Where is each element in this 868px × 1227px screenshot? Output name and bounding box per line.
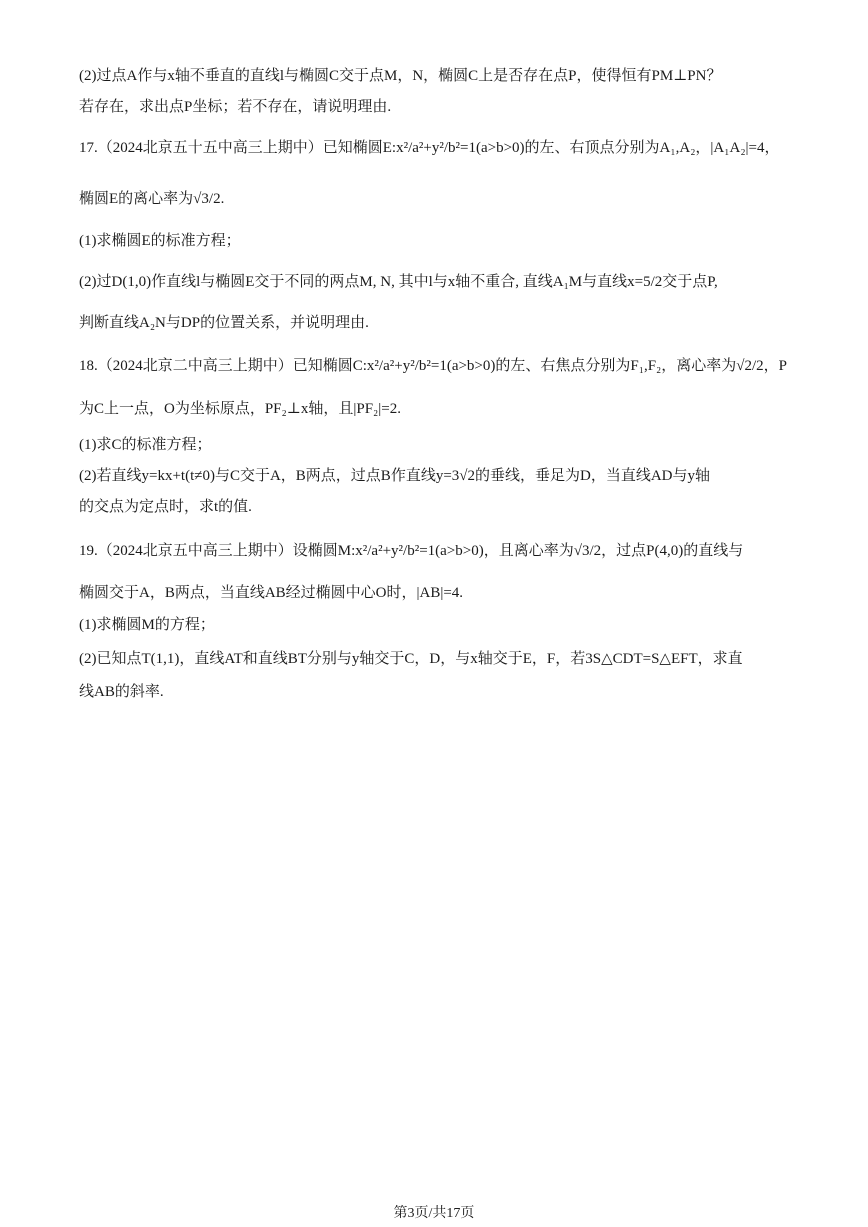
q16-part2-line2: 若存在，求出点P坐标；若不存在，请说明理由.: [79, 99, 392, 115]
q18-stem-line1: 18.（2024北京二中高三上期中）已知椭圆C:x²/a²+y²/b²=1(a>b>0)的左、右焦点分别为F₁,F₂，离心率为√2/2，P: [79, 358, 788, 374]
page-footer: 第3页/共17页: [393, 1206, 475, 1221]
q18-part2-line2: 的交点为定点时，求t的值.: [79, 499, 252, 515]
q17-part2-line2: 判断直线A₂N与DP的位置关系，并说明理由.: [79, 315, 369, 331]
q18-part1: (1)求C的标准方程；: [79, 437, 212, 453]
q17-part2-line1: (2)过D(1,0)作直线l与椭圆E交于不同的两点M, N, 其中l与x轴不重合, 直线A₁M与直线x=5/2交于点P,: [79, 274, 718, 290]
q19-part2-line2: 线AB的斜率.: [79, 684, 164, 700]
q19-stem-line2: 椭圆交于A，B两点，当直线AB经过椭圆中心O时，|AB|=4.: [79, 585, 464, 601]
q18-part2-line1: (2)若直线y=kx+t(t≠0)与C交于A，B两点，过点B作直线y=3√2的垂线，垂足为D，当直线AD与y轴: [79, 468, 711, 484]
q19-part2-line1: (2)已知点T(1,1)，直线AT和直线BT分别与y轴交于C，D，与x轴交于E，F，若3S△CDT=S△EFT，求直: [79, 651, 743, 667]
q19-part1: (1)求椭圆M的方程；: [79, 617, 215, 633]
q17-part1: (1)求椭圆E的标准方程；: [79, 233, 241, 249]
q19-stem-line1: 19.（2024北京五中高三上期中）设椭圆M:x²/a²+y²/b²=1(a>b>0)，且离心率为√3/2，过点P(4,0)的直线与: [79, 543, 744, 559]
q16-part2-line1: (2)过点A作与x轴不垂直的直线l与椭圆C交于点M，N，椭圆C上是否存在点P，使得恒有PM⊥PN？: [79, 68, 722, 84]
q17-stem-line2: 椭圆E的离心率为√3/2.: [79, 191, 225, 207]
q17-stem-line1: 17.（2024北京五十五中高三上期中）已知椭圆E:x²/a²+y²/b²=1(a>b>0)的左、右顶点分别为A₁,A₂，|A₁A₂|=4，: [79, 140, 780, 156]
q18-stem-line2: 为C上一点，O为坐标原点，PF₂⊥x轴，且|PF₂|=2.: [79, 401, 401, 417]
